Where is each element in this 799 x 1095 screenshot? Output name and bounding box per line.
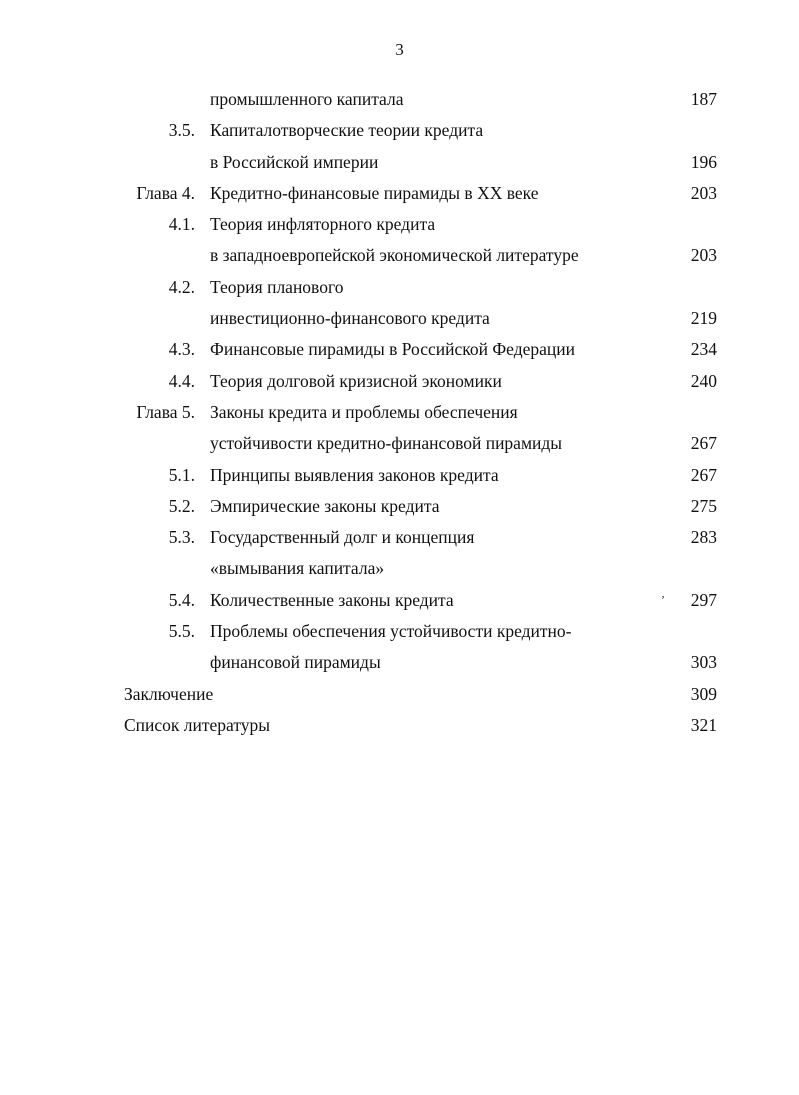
toc-row: [0, 334, 799, 365]
toc-entry-page: 275: [690, 495, 717, 516]
toc-entry-page: 267: [690, 433, 717, 454]
toc-row: [0, 240, 799, 271]
toc-row: [0, 397, 799, 428]
toc-entry-title: Количественные законы кредита: [210, 589, 454, 610]
toc-row: [0, 647, 799, 678]
toc-entry-title: в западноевропейской экономической литературе: [210, 245, 579, 266]
toc-entry-number: 5.4.: [168, 589, 195, 610]
toc-entry-number: Глава 5.: [136, 401, 195, 422]
toc-entry-title: Государственный долг и концепция: [210, 527, 475, 548]
toc-entry-title: Финансовые пирамиды в Российской Федерации: [210, 339, 575, 360]
toc-row: [0, 616, 799, 647]
toc-row: [0, 147, 799, 178]
toc-entry-page: 267: [690, 464, 717, 485]
toc-row: [0, 428, 799, 459]
toc-row: [0, 84, 799, 115]
toc-entry-number: 4.1.: [168, 214, 195, 235]
toc-entry-title: финансовой пирамиды: [210, 652, 381, 673]
page-number: 3: [395, 40, 404, 59]
toc-entry-number: 5.2.: [168, 495, 195, 516]
toc-entry-title: Принципы выявления законов кредита: [210, 464, 499, 485]
toc-entry-title: Заключение: [124, 683, 214, 704]
scan-speck: ʼ: [661, 593, 665, 607]
toc-entry-page: 309: [690, 683, 717, 704]
toc-entry-title: Список литературы: [124, 714, 271, 735]
toc-row: [0, 303, 799, 334]
toc-entry-page: 321: [690, 714, 717, 735]
toc-row: [0, 553, 799, 584]
toc-entry-title: промышленного капитала: [210, 89, 404, 109]
toc-entry-page: 203: [690, 182, 717, 203]
toc-row: [0, 366, 799, 397]
toc-row: [0, 491, 799, 522]
toc-entry-title: Эмпирические законы кредита: [210, 495, 440, 516]
toc-entry-number: 5.5.: [168, 621, 195, 642]
toc-row: [0, 710, 799, 741]
toc-entry-title: Законы кредита и проблемы обеспечения: [210, 401, 518, 422]
toc-entry-title: Кредитно-финансовые пирамиды в XX веке: [210, 182, 539, 203]
toc-entry-page: 196: [690, 151, 717, 172]
toc-entry-number: 4.3.: [168, 339, 195, 360]
toc-entry-title: «вымывания капитала»: [210, 558, 385, 579]
toc-entry-page: 219: [690, 308, 717, 329]
toc-entry-title: в Российской империи: [210, 151, 379, 172]
toc-entry-page: 187: [690, 89, 717, 109]
toc-entry-title: Теория планового: [210, 276, 344, 297]
toc-entry-title: Теория инфляторного кредита: [210, 214, 436, 235]
toc-row: [0, 115, 799, 146]
toc-entry-title: устойчивости кредитно-финансовой пирамиды: [210, 433, 563, 454]
toc-row: [0, 209, 799, 240]
toc-entry-number: 4.4.: [168, 370, 195, 391]
toc-row: [0, 178, 799, 209]
toc-entry-page: 234: [690, 339, 717, 360]
toc-entry-page: 240: [690, 370, 717, 391]
toc-row: [0, 460, 799, 491]
toc-entry-title: Проблемы обеспечения устойчивости кредитно-: [210, 621, 572, 642]
toc-entry-number: 3.5.: [168, 120, 195, 141]
toc-entry-title: Теория долговой кризисной экономики: [210, 370, 502, 391]
table-of-contents: [0, 84, 799, 741]
toc-row: [0, 272, 799, 303]
toc-entry-number: 4.2.: [168, 276, 195, 297]
toc-entry-page: 203: [690, 245, 717, 266]
toc-entry-number: 5.1.: [168, 464, 195, 485]
toc-entry-number: 5.3.: [168, 527, 195, 548]
toc-row: [0, 585, 799, 616]
toc-entry-page: 303: [690, 652, 717, 673]
toc-entry-title: Капиталотворческие теории кредита: [210, 120, 484, 141]
toc-entry-number: Глава 4.: [136, 182, 195, 203]
toc-row: [0, 679, 799, 710]
toc-entry-page: 297: [690, 589, 717, 610]
toc-entry-title: инвестиционно-финансового кредита: [210, 308, 490, 329]
toc-entry-page: 283: [690, 527, 717, 548]
toc-row: [0, 522, 799, 553]
